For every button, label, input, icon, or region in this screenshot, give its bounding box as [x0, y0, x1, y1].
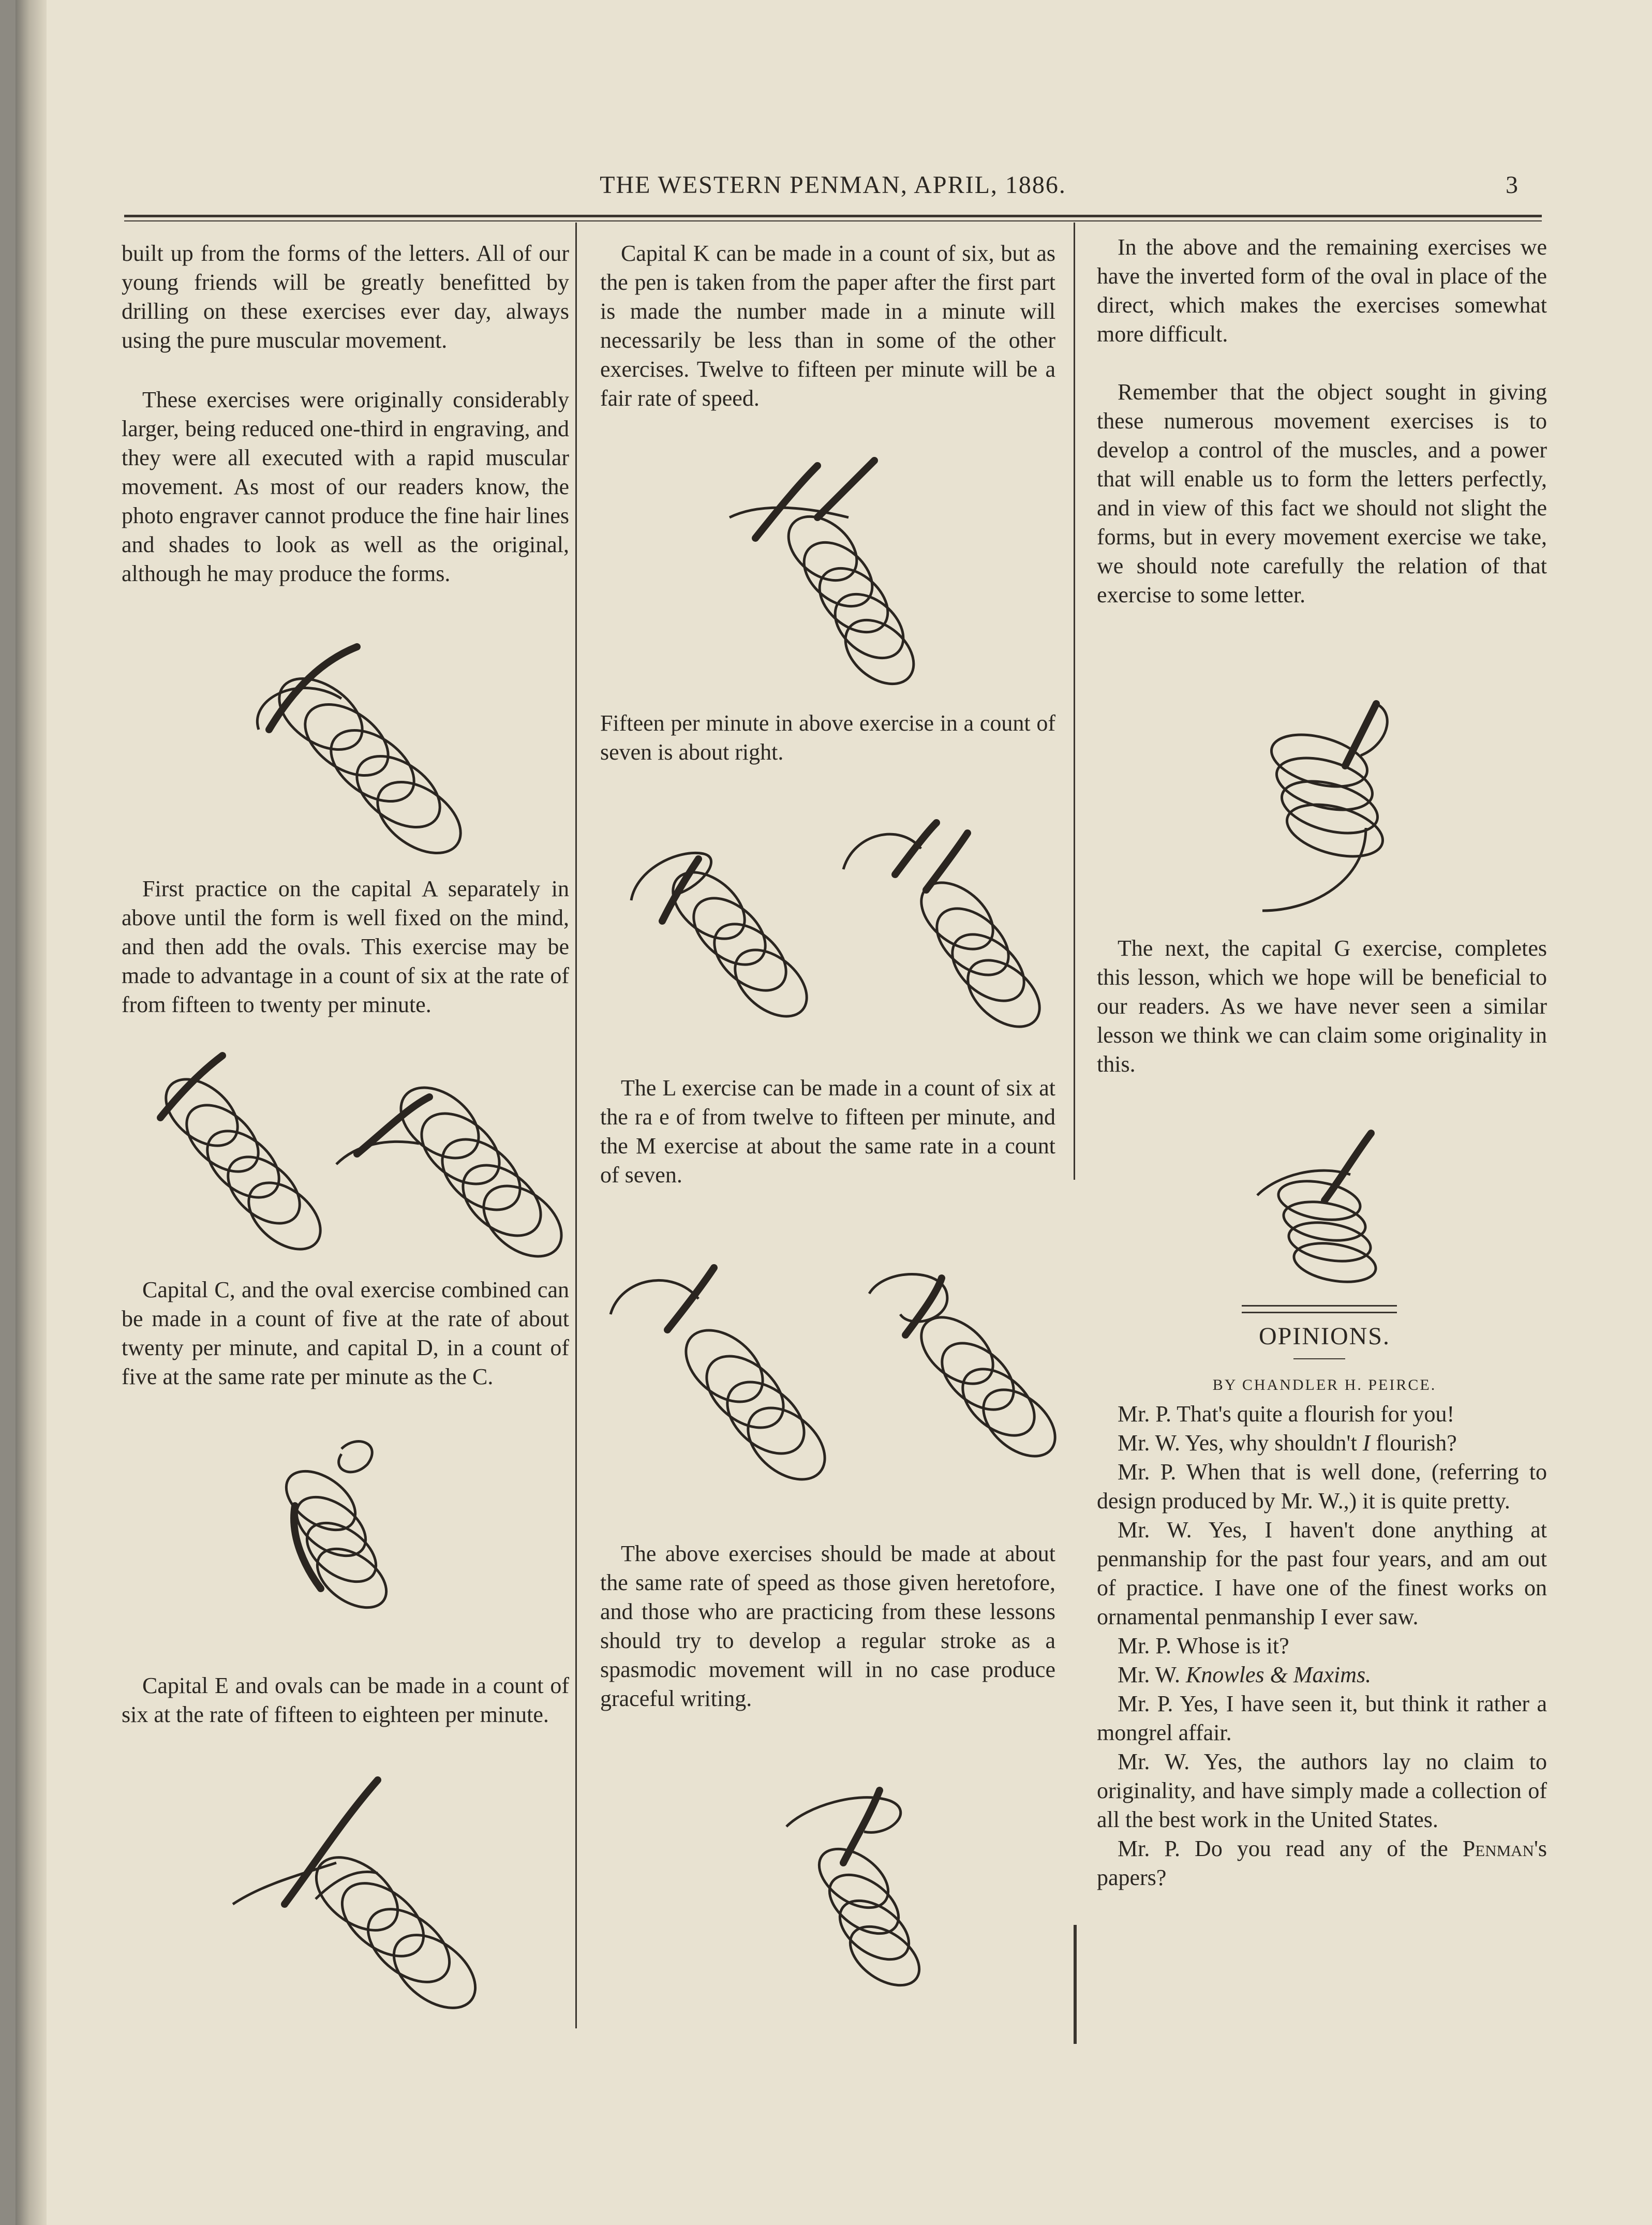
- column-1-para-5: Capital E and ovals can be made in a count of six at the rate of fifteen to eighteen per minute.: [122, 1673, 569, 1727]
- capital-a-oval-exercise: [238, 636, 486, 864]
- page-number: 3: [1506, 171, 1518, 199]
- capital-b-oval-exercise: [766, 1775, 942, 1992]
- capital-n-oval-exercise: [600, 1252, 849, 1495]
- dialogue-line: Mr. P. When that is well done, (referring to design produced by Mr. W.,) it is quite pretty.: [1097, 1459, 1547, 1514]
- dialogue-line: Mr. P. That's quite a flourish for you!: [1118, 1401, 1455, 1427]
- header-rule-thin: [124, 220, 1542, 221]
- column-3-para-2: Remember that the object sought in giving these numerous movement exercises is to develop a control of the muscles, and a power that will enable us to form the letters perfectly, and in view of this fact we should not slight the forms, but in every movement exercise we take, we should note carefully the relation of that exercise to some letter.: [1097, 379, 1547, 607]
- column-3-para-3: The next, the capital G exercise, completes this lesson, which we hope will be beneficial to our readers. As we have never seen a similar lesson we think we can claim some originality in this.: [1097, 936, 1547, 1077]
- header-rule-thick: [124, 215, 1542, 217]
- dialogue-line: Mr. W. Yes, why shouldn't I flourish?: [1118, 1430, 1457, 1456]
- column-1-para-4: Capital C, and the oval exercise combined can be made in a count of five at the rate of about twenty per minute, and capital D, in a count of five at the same rate per minute as the C.: [122, 1277, 569, 1389]
- opinions-dialogue: [1097, 1400, 1547, 1892]
- column-1-para-2: These exercises were originally considerably larger, being reduced one-third in engraving, and they were all executed with a rapid muscular movement. As most of our readers know, the photo engraver cannot produce the fine hair lines and shades to look as well as the original, although he may produce the forms.: [122, 387, 569, 586]
- page-header-title: THE WESTERN PENMAN, APRIL, 1886.: [600, 171, 1066, 199]
- capital-k-oval-exercise: [222, 1770, 512, 2013]
- dialogue-line: Mr. W. Yes, I haven't done anything at penmanship for the past four years, and am out of practice. I have one of the finest works on ornamental penmanship I ever saw.: [1097, 1517, 1547, 1629]
- dialogue-line: Mr. P. Do you read any of the Penman's papers?: [1097, 1836, 1547, 1890]
- opinions-title: OPINIONS.: [1258, 1323, 1390, 1350]
- capital-d-oval-exercise: [326, 1066, 574, 1263]
- capital-j-oval-exercise: [1247, 1128, 1402, 1304]
- column-1-para-1: built up from the forms of the letters. All of our young friends will be greatly benefitted by drilling on these exercises ever day, always using the pure muscular movement.: [122, 241, 569, 353]
- capital-l-oval-exercise: [616, 818, 833, 1025]
- capital-c-oval-exercise: [140, 1050, 326, 1268]
- capital-e-oval-exercise: [264, 1433, 398, 1640]
- page-binding-edge: [16, 0, 47, 2225]
- dialogue-line: Mr. P. Yes, I have seen it, but think it rather a mongrel affair.: [1097, 1691, 1547, 1745]
- capital-r-oval-exercise: [854, 1257, 1071, 1464]
- column-2-para-4: The above exercises should be made at about the same rate of speed as those given heretofore, and those who are practicing from these lessons should try to develop a regular stroke as a spasmodic movement will in no case produce graceful writing.: [600, 1541, 1055, 1711]
- capital-g-oval-exercise: [1231, 693, 1428, 931]
- dialogue-line: Mr. P. Whose is it?: [1118, 1633, 1289, 1658]
- column-2-para-2: Fifteen per minute in above exercise in a count of seven is about right.: [600, 710, 1055, 765]
- opinions-byline: BY CHANDLER H. PEIRCE.: [1212, 1376, 1437, 1393]
- newspaper-page: [16, 0, 1652, 2225]
- capital-h-oval-exercise: [714, 455, 931, 688]
- column-divider-3: [1074, 1925, 1077, 2044]
- dialogue-line: Mr. W. Knowles & Maxims.: [1118, 1662, 1372, 1687]
- column-2-para-3: The L exercise can be made in a count of six at the ra e of from twelve to fifteen per minute, and the M exercise at about the same rate in a count of seven.: [600, 1075, 1055, 1188]
- opinions-title-underline: [1293, 1358, 1345, 1359]
- column-1-para-3: First practice on the capital A separately in above until the form is well fixed on the mind, and then add the ovals. This exercise may be made to advantage in a count of six at the rate of from fifteen to twenty per minute.: [122, 876, 569, 1017]
- column-2-para-1: Capital K can be made in a count of six, but as the pen is taken from the paper after the first part is made the number made in a minute will necessarily be less than in some of the other exercises. Twelve to fifteen per minute will be a fair rate of speed.: [600, 241, 1055, 411]
- column-3-para-1: In the above and the remaining exercises we have the inverted form of the oval in place of the direct, which makes the exercises somewhat more difficult.: [1097, 234, 1547, 347]
- opinions-rule-top: [1242, 1305, 1397, 1307]
- capital-m-oval-exercise: [833, 812, 1061, 1030]
- column-divider-1: [575, 222, 577, 2028]
- opinions-rule-bottom: [1242, 1312, 1397, 1313]
- column-divider-2: [1074, 222, 1075, 1180]
- dialogue-line: Mr. W. Yes, the authors lay no claim to originality, and have simply made a collection of all the best work in the United States.: [1097, 1749, 1547, 1832]
